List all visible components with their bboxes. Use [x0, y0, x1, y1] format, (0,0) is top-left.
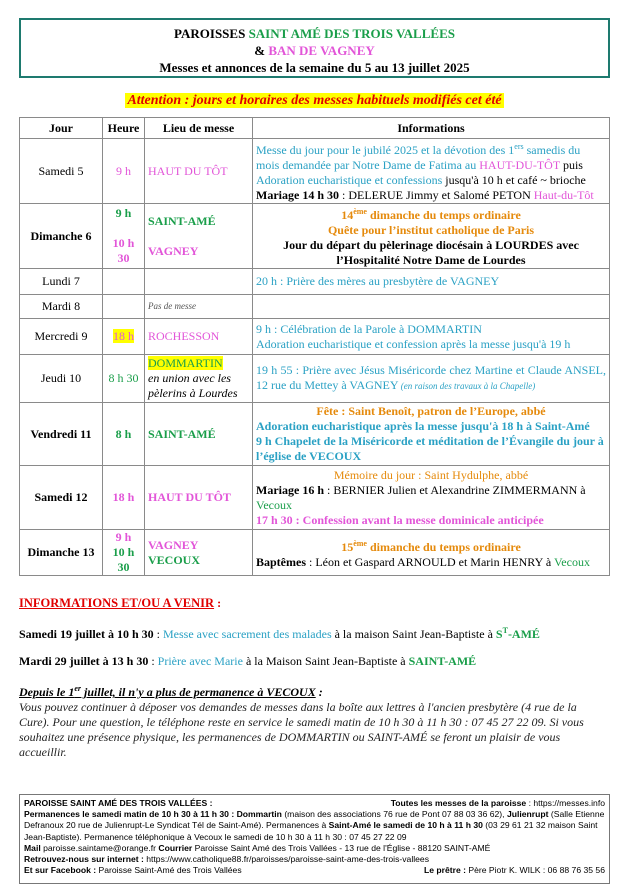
table-row [20, 355, 610, 403]
info-text: : Léon et Gaspard ARNOULD et Marin HENRY à [306, 554, 554, 569]
footer-text: Permanences le samedi matin de 10 h 30 à 11 h 30 : Dommartin [24, 809, 282, 820]
table-row [20, 204, 610, 269]
place-2: VAGNEY [148, 243, 199, 258]
hour-cell: 18 h [103, 466, 145, 530]
notice-title [19, 681, 610, 700]
where-post: -AMÉ [507, 627, 540, 641]
hour-cell [103, 295, 145, 319]
table-row [20, 295, 610, 319]
place-cell: SAINT-AMÉ [145, 403, 253, 466]
hour-cell: 9 h [103, 139, 145, 204]
ban-name: BAN DE VAGNEY [268, 43, 375, 58]
wedding-label: Mariage 16 h [256, 482, 324, 497]
info-line [256, 536, 606, 555]
info-text: 14 [341, 208, 354, 222]
footer-line [24, 865, 605, 876]
announcements-title-colon: : [214, 596, 222, 610]
announcement-item [19, 623, 610, 642]
info-cell [253, 319, 610, 355]
hour-cell [103, 269, 145, 295]
info-sup: ème [353, 538, 367, 548]
announcement-date: Mardi 29 juillet à 13 h 30 [19, 654, 149, 668]
baptism-label: Baptêmes [256, 554, 306, 569]
where-pre: S [495, 627, 503, 641]
notice-post: juillet, il n'y a plus de permanence à VECOUX [81, 685, 316, 699]
info-place: Vecoux [553, 554, 590, 569]
notice-text: Vous pouvez continuer à déposer vos demandes de messes dans la boîte aux lettres à l'ancien presbytère (4 rue de la Cure). Pour une question, le téléphone reste en service le samedi matin de 10 h 30 à 11 h 30 : 07 45 27 22 09. Si vous souhaitez une présence physique, les permanences de DOMMARTIN ou SAINT-AMÉ se feront un plaisir de vous accueillir. [19, 700, 584, 759]
table-row [20, 319, 610, 355]
info-cell [253, 295, 610, 319]
footer-fb-label: Et sur Facebook : [24, 865, 97, 876]
footer-line [24, 809, 605, 843]
info-line: 17 h 30 : Confession avant la messe dominicale anticipée [256, 512, 544, 527]
announcement-mid: à la Maison Saint Jean-Baptiste à [242, 654, 409, 668]
day-cell: Mercredi 9 [20, 319, 103, 355]
table-row [20, 269, 610, 295]
info-text: 15 [341, 539, 354, 554]
footer-facebook [24, 865, 242, 876]
bulletin-header [19, 18, 610, 78]
info-line: 9 h Chapelet de la Miséricorde et méditation de l’Évangile du jour à l’église de VECOUX [256, 434, 604, 463]
place-cell [145, 355, 253, 403]
place-cell [145, 269, 253, 295]
info-place: Vecoux [256, 497, 292, 512]
announcement-what: Messe avec sacrement des malades [163, 627, 332, 641]
info-text: dimanche du temps ordinaire [366, 539, 521, 554]
place-cell: Pas de messe [145, 295, 253, 319]
announcements-section [19, 596, 610, 760]
footer-mail-label: Mail [24, 842, 41, 853]
table-row [20, 466, 610, 530]
hour-cell [103, 204, 145, 269]
hour-cell [103, 319, 145, 355]
attention-banner [0, 93, 629, 109]
footer-text: (maison des associations 76 rue de Pont 07 88 03 36 62), [281, 809, 507, 820]
footer-text: Saint-Amé le samedi de 10 h à 11 h 30 [328, 820, 483, 831]
hour-2: 10 h 30 [112, 545, 135, 574]
info-text: jusqu'à 10 h et café ~ brioche [442, 173, 586, 187]
footer-all-masses [391, 798, 605, 809]
footer-text: (03 29 61 21 32 maison Saint Jean-Baptiste). Permanence téléphonique à Vecoux le samedi de 10 h 30 à 11 h 30 : 07 45 27 22 09 [24, 820, 598, 842]
info-text: Adoration eucharistique et confessions [256, 173, 443, 187]
day-cell: Dimanche 6 [20, 204, 103, 269]
place-1: VAGNEY [148, 537, 199, 552]
hour-cell: 8 h [103, 403, 145, 466]
footer-all-masses-label: Toutes les messes de la paroisse [390, 798, 527, 808]
place-cell: HAUT DU TÔT [145, 139, 253, 204]
hour-1: 9 h [115, 206, 132, 220]
footer-courrier: Paroisse Saint Amé des Trois Vallées - 13 rue de l'Église - 88120 SAINT-AMÉ [192, 842, 491, 853]
info-text: : BERNIER Julien et Alexandrine ZIMMERMANN à [324, 482, 586, 497]
info-cell [253, 530, 610, 576]
col-header-hour: Heure [103, 118, 145, 139]
day-cell: Mardi 8 [20, 295, 103, 319]
info-text: Messe du jour pour le jubilé 2025 et la dévotion des 1 [256, 143, 515, 157]
info-line: Mémoire du jour : Saint Hydulphe, abbé [333, 467, 529, 482]
info-place: Haut-du-Tôt [533, 188, 594, 202]
header-prefix: PAROISSES [174, 26, 249, 41]
hour-2: 10 h 30 [112, 236, 135, 265]
notice-underline [19, 685, 316, 699]
footer-web-label: Retrouvez-nous sur internet : [24, 854, 144, 865]
header-amp: & [254, 43, 269, 58]
place-cell [145, 204, 253, 269]
info-sup: ers [514, 142, 524, 151]
info-cell [253, 139, 610, 204]
announcement-where: SAINT-AMÉ [408, 654, 477, 668]
place-cell: HAUT DU TÔT [145, 466, 253, 530]
info-text: puis [559, 158, 583, 172]
header-line2 [21, 42, 608, 59]
info-line: Adoration eucharistique et confession après la messe jusqu'à 19 h [256, 336, 571, 351]
info-text: samedis du mois demandée par Notre Dame de Fatima au [256, 143, 581, 172]
day-cell: Vendredi 11 [20, 403, 103, 466]
col-header-place: Lieu de messe [145, 118, 253, 139]
footer-fb-link[interactable]: Paroisse Saint-Amé des Trois Vallées [96, 865, 242, 876]
place-1: SAINT-AMÉ [148, 213, 216, 228]
footer-mail[interactable]: paroisse.saintame@orange.fr [40, 842, 159, 853]
info-text: 19 h 55 : Prière avec Jésus Miséricorde chez Martine et Claude ANSEL, 12 rue du Mettey à VAGNEY [256, 363, 606, 392]
announcement-item [19, 654, 610, 669]
footer-web-link[interactable]: https://www.catholique88.fr/paroisses/paroisse-saint-ame-des-trois-vallees [143, 854, 430, 865]
info-text: Jour du départ du pèlerinage diocésain à LOURDES avec l’Hospitalité Notre Dame de Lourdes [283, 238, 579, 267]
notice-colon: : [315, 685, 323, 699]
table-header-row [20, 118, 610, 139]
announcement-date: Samedi 19 juillet à 10 h 30 [19, 627, 154, 641]
day-cell: Samedi 5 [20, 139, 103, 204]
col-header-info: Informations [253, 118, 610, 139]
info-text: dimanche du temps ordinaire [366, 208, 521, 222]
info-line: 9 h : Célébration de la Parole à DOMMARTIN [256, 321, 482, 336]
announcement-sep: : [148, 654, 158, 668]
info-place: HAUT-DU-TÔT [479, 158, 560, 172]
hour-cell [103, 530, 145, 576]
col-header-day: Jour [20, 118, 103, 139]
footer-line [24, 843, 605, 854]
table-row [20, 139, 610, 204]
day-cell: Jeudi 10 [20, 355, 103, 403]
announcement-sep: : [153, 627, 164, 641]
place-highlighted: DOMMARTIN [148, 356, 223, 370]
place-note: en union avec les pèlerins à Lourdes [148, 371, 238, 400]
announcement-what: Prière avec Marie [157, 654, 243, 668]
parish-name: SAINT AMÉ DES TROIS VALLÉES [248, 26, 455, 41]
where-sup: T [502, 626, 508, 635]
info-note: (en raison des travaux à la Chapelle) [398, 381, 536, 391]
place-cell [145, 530, 253, 576]
info-line: Adoration eucharistique après la messe jusqu'à 18 h à Saint-Amé [256, 419, 590, 433]
footer-text: Julienrupt [506, 809, 549, 820]
footer-parish: PAROISSE SAINT AMÉ DES TROIS VALLÉES : [24, 798, 213, 808]
info-text: : DELERUE Jimmy et Salomé PETON [339, 188, 534, 202]
info-line [256, 483, 606, 513]
footer-line [24, 854, 605, 865]
footer-priest [424, 865, 605, 876]
info-line [256, 555, 606, 570]
day-cell: Dimanche 13 [20, 530, 103, 576]
place-2: VECOUX [148, 552, 201, 567]
hour-cell: 8 h 30 [103, 355, 145, 403]
info-cell: 20 h : Prière des mères au presbytère de VAGNEY [253, 269, 610, 295]
table-row [20, 530, 610, 576]
header-week: Messes et annonces de la semaine du 5 au 13 juillet 2025 [159, 60, 470, 75]
mass-schedule-table [19, 117, 610, 576]
notice-pre: Depuis le 1 [19, 685, 75, 699]
info-cell [253, 204, 610, 269]
day-cell: Samedi 12 [20, 466, 103, 530]
place-cell: ROCHESSON [145, 319, 253, 355]
attention-text: Attention : jours et horaires des messes habituels modifiés cet été [127, 93, 502, 108]
table-row [20, 403, 610, 466]
info-text: Quête pour l’institut catholique de Paris [327, 223, 535, 237]
hour-highlighted: 18 h [113, 329, 134, 343]
day-cell: Lundi 7 [20, 269, 103, 295]
info-cell [253, 403, 610, 466]
hour-1: 9 h [115, 530, 132, 544]
info-line: Fête : Saint Benoît, patron de l’Europe, abbé [316, 404, 546, 418]
footer-all-masses-url[interactable]: : https://messes.info [526, 798, 605, 808]
announcement-mid: à la maison Saint Jean-Baptiste à [331, 627, 496, 641]
announcements-title-text: INFORMATIONS ET/OU A VENIR [19, 596, 215, 610]
info-cell [253, 355, 610, 403]
announcements-title [19, 596, 610, 611]
footer-priest-contact: Père Piotr K. WILK : 06 88 76 35 56 [465, 865, 605, 876]
notice-sup: er [74, 684, 82, 693]
info-sup: ème [353, 207, 367, 216]
footer-text: (Salle Etienne Defranoux 20 rue de Julienrupt-Le Syndicat Tél de Saint-Amé). Permanences à [24, 809, 605, 831]
footer-courrier-label: Courrier [158, 842, 193, 853]
header-line1 [21, 25, 608, 42]
footer-line [24, 798, 605, 809]
footer-priest-label: Le prêtre : [423, 865, 466, 876]
announcement-where [496, 627, 540, 641]
wedding-label: Mariage 14 h 30 [256, 188, 339, 202]
info-cell [253, 466, 610, 530]
parish-footer [19, 794, 610, 884]
